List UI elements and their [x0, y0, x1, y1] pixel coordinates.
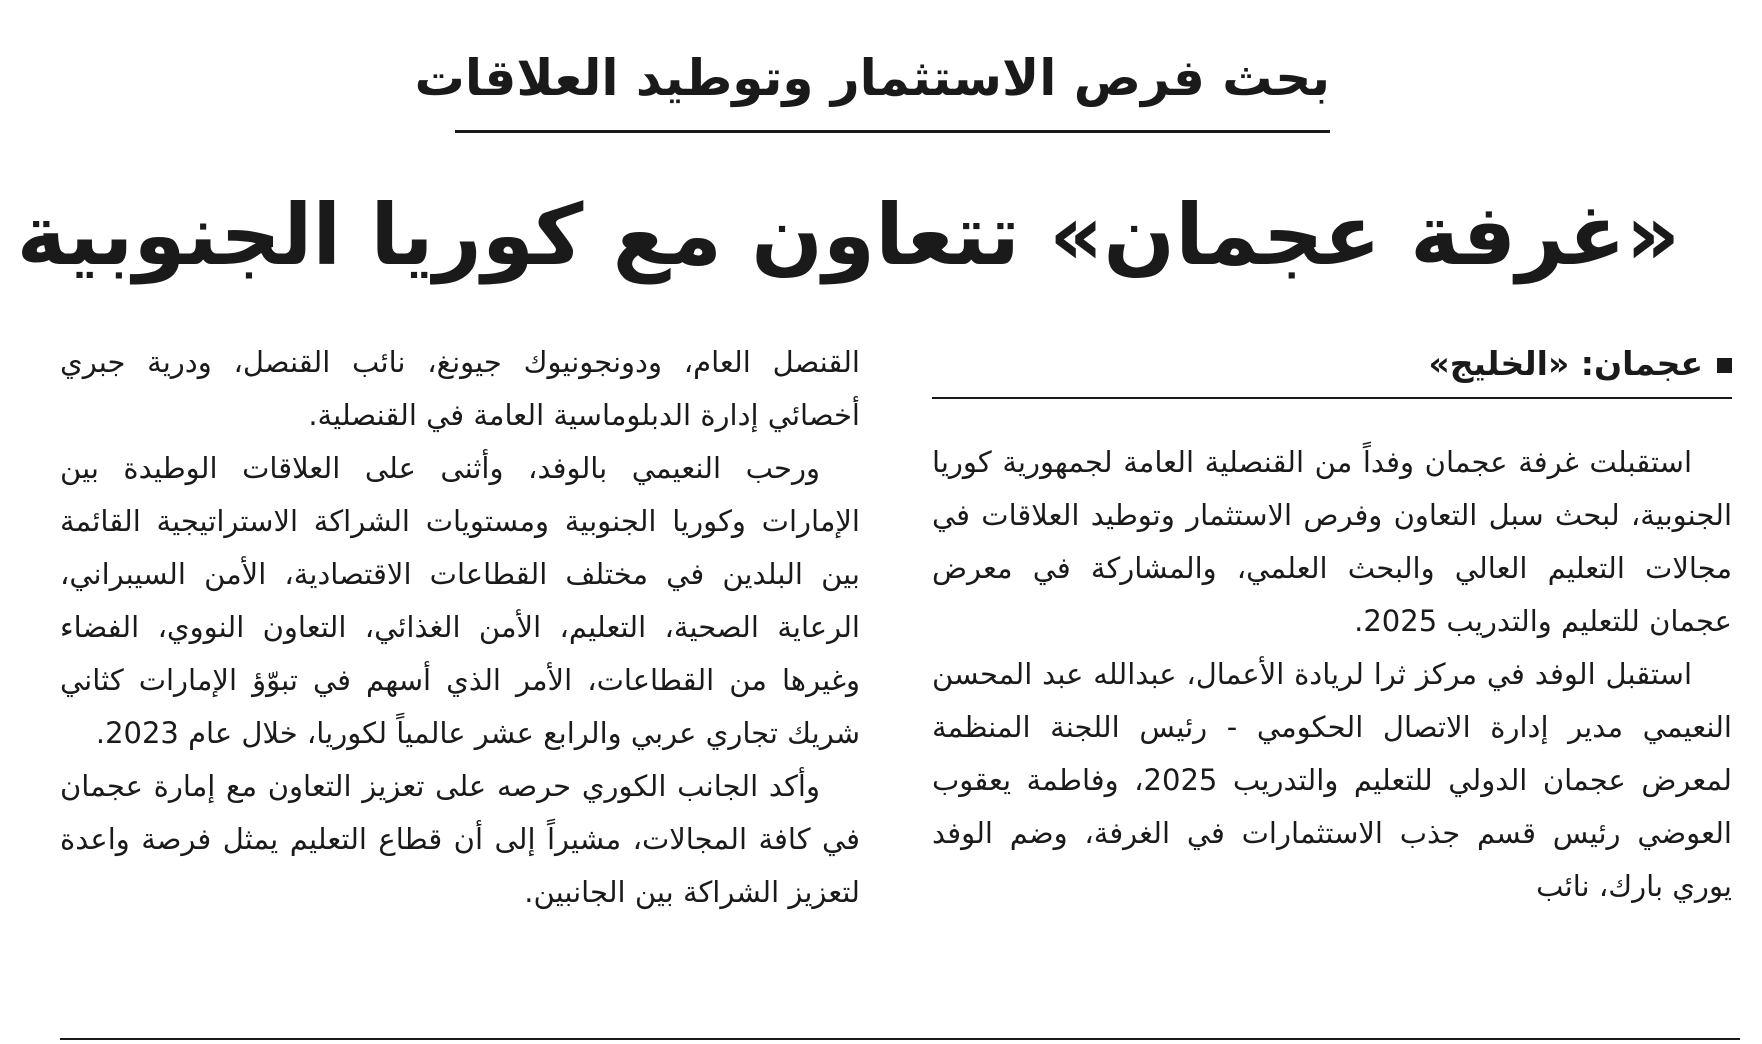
byline: [902, 336, 1732, 392]
byline-divider: [932, 397, 1732, 399]
article-headline: «غرفة عجمان» تتعاون مع كوريا الجنوبية: [16, 186, 1680, 284]
byline-source: «الخليج»: [1428, 344, 1570, 383]
kicker-divider: [455, 130, 1330, 133]
paragraph: وأكد الجانب الكوري حرصه على تعزيز التعاون مع إمارة عجمان في كافة المجالات، مشيراً إلى أن قطاع التعليم يمثل فرصة واعدة لتعزيز الشراكة بين الجانبين.: [60, 769, 860, 909]
bottom-divider: [60, 1038, 1740, 1040]
byline-location: عجمان:: [1580, 344, 1703, 383]
article-column-right: [932, 436, 1732, 913]
article-column-left: [60, 336, 860, 919]
article-kicker: بحث فرص الاستثمار وتوطيد العلاقات: [414, 49, 1330, 107]
paragraph: ورحب النعيمي بالوفد، وأثنى على العلاقات الوطيدة بين الإمارات وكوريا الجنوبية ومستويات الشراكة الاستراتيجية القائمة بين البلدين في مختلف القطاعات الاقتصادية، الأمن السيبراني، الرعاية الصحية، التعليم، الأمن الغذائي، التعاون النووي، الفضاء وغيرها من القطاعات، الأمر الذي أسهم في تبوّؤ الإمارات كثاني شريك تجاري عربي والرابع عشر عالمياً لكوريا، خلال عام 2023.: [60, 451, 860, 750]
paragraph: استقبل الوفد في مركز ثرا لريادة الأعمال، عبدالله عبد المحسن النعيمي مدير إدارة الاتصال الحكومي - رئيس اللجنة المنظمة لمعرض عجمان الدولي للتعليم والتدريب 2025، وفاطمة يعقوب العوضي رئيس قسم جذب الاستثمارات في الغرفة، وضم الوفد يوري بارك، نائب: [932, 657, 1732, 903]
paragraph: استقبلت غرفة عجمان وفداً من القنصلية العامة لجمهورية كوريا الجنوبية، لبحث سبل التعاون وفرص الاستثمار وتوطيد العلاقات في مجالات التعليم العالي والبحث العلمي، والمشاركة في معرض عجمان للتعليم والتدريب 2025.: [932, 445, 1732, 638]
paragraph: القنصل العام، ودونجونيوك جيونغ، نائب القنصل، ودرية جبري أخصائي إدارة الدبلوماسية العامة في القنصلية.: [60, 345, 860, 432]
byline-square-icon: [1717, 358, 1732, 373]
